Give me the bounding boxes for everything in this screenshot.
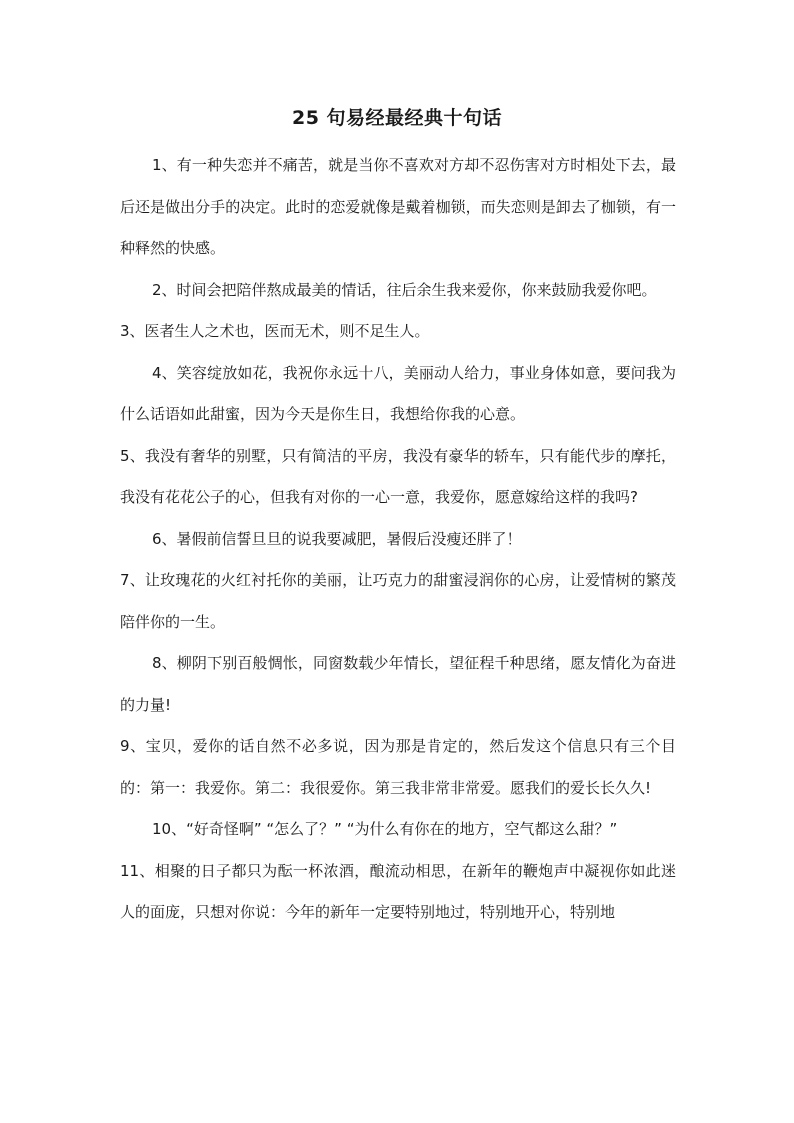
document-title: 25 句易经最经典十句话 (291, 107, 503, 129)
paragraph-6: 6、暑假前信誓旦旦的说我要减肥，暑假后没瘦还胖了！ (152, 529, 522, 548)
paragraph-2: 2、时间会把陪伴熬成最美的情话，往后余生我来爱你，你来鼓励我爱你吧。 (152, 280, 657, 299)
paragraph-10: 10、“好奇怪啊” “怎么了？” “为什么有你在的地方，空气都这么甜？” (152, 820, 618, 838)
document-body (120, 145, 676, 934)
paragraph-1: 1、有一种失恋并不痛苦，就是当你不喜欢对方却不忍伤害对方时相处下去，最后还是做出分手的决定。此时的恋爱就像是戴着枷锁，而失恋则是卸去了枷锁，有一种释然的快感。 (120, 156, 676, 257)
paragraph-7: 7、让玫瑰花的火红衬托你的美丽，让巧克力的甜蜜浸润你的心房，让爱情树的繁茂陪伴你的一生。 (120, 571, 676, 631)
paragraph-11: 11、相聚的日子都只为酝一杯浓酒，酿流动相思，在新年的鞭炮声中凝视你如此迷人的面庞，只想对你说：今年的新年一定要特别地过，特别地开心，特别地 (120, 861, 676, 921)
paragraph-5: 5、我没有奢华的别墅，只有简洁的平房，我没有豪华的轿车，只有能代步的摩托，我没有花花公子的心，但我有对你的一心一意，我爱你，愿意嫁给这样的我吗? (120, 446, 676, 506)
paragraph-3: 3、医者生人之术也，医而无术，则不足生人。 (120, 322, 430, 340)
paragraph-9: 9、宝贝，爱你的话自然不必多说，因为那是肯定的，然后发这个信息只有三个目的：第一：我爱你。第二：我很爱你。第三我非常非常爱。愿我们的爱长长久久! (120, 737, 676, 797)
paragraph-8: 8、柳阴下别百般惆怅，同窗数载少年情长，望征程千种思绪，愿友情化为奋进的力量! (120, 654, 676, 714)
paragraph-4: 4、笑容绽放如花，我祝你永远十八，美丽动人给力，事业身体如意，要问我为什么话语如此甜蜜，因为今天是你生日，我想给你我的心意。 (120, 363, 676, 423)
